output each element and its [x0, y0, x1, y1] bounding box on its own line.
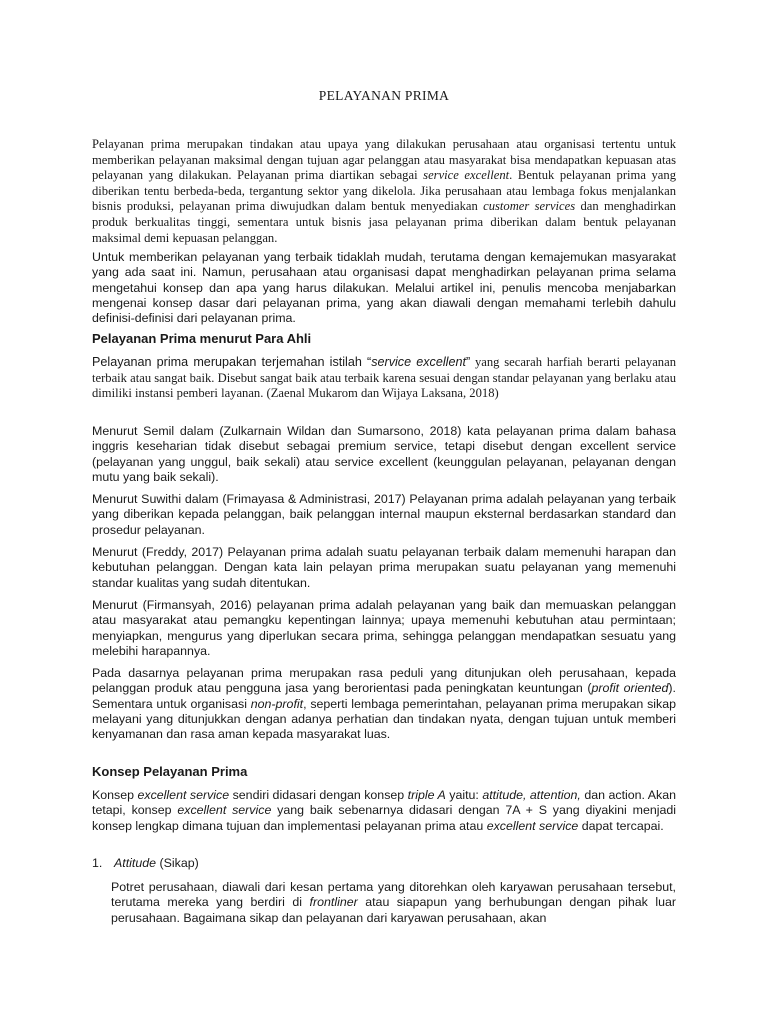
text-run: dan menghadirkan produk berkualitas tinggi, sementara untuk bisnis jasa pelayanan prima diberikan dalam bentuk pelayanan maksimal demi kepuasan pelanggan. — [92, 199, 676, 245]
italic-term: excellent service — [486, 818, 579, 833]
text-run: Untuk memberikan pelayanan yang terbaik tidaklah mudah, terutama dengan kemajemukan masyarakat yang ada saat ini. Namun, perusahaan atau organisasi dapat menghadirkan pelayanan prima selama mengetahui konsep dan apa yang harus dilakukan. Melalui artikel ini, penulis mencoba menjabarkan mengenai konsep dasar dari pelayanan prima, yang akan diawali dengan memahami terlebih dahulu definisi-definisi dari pelayanan prima. — [92, 250, 676, 326]
text-run: Pelayanan prima merupakan tindakan atau upaya yang dilakukan perusahaan atau organisasi tertentu untuk memberikan pelayanan maksimal dengan tujuan agar pelanggan atau masyarakat bisa mendapatkan kepuasan atas pelayanan yang dilakukan. Pelayanan prima diartikan sebagai — [92, 137, 676, 183]
document-title: PELAYANAN PRIMA — [318, 88, 450, 103]
list-item-attitude — [92, 856, 199, 870]
text-run: ). Sementara untuk organisasi — [92, 681, 676, 711]
text-run: Menurut (Firmansyah, 2016) pelayanan prima adalah pelayanan yang baik dan memuaskan pelanggan atau masyarakat atau pemangku kepentingan lainnya; upaya memenuhi kebutuhan atau permintaan; menyiapkan, mengurus yang diperlukan secara prima, sehingga pelanggan mendapatkan sesuatu yang melebihi harapannya. — [92, 598, 676, 658]
text-run: Pada dasarnya pelayanan prima merupakan rasa peduli yang ditunjukan oleh perusahaan, kepada pelanggan produk atau pengguna jasa yang berorientasi pada peningkatan keuntungan ( — [92, 666, 676, 696]
text-run: yaitu: — [445, 788, 483, 802]
paragraph-2 — [92, 250, 676, 326]
italic-term: triple A — [407, 788, 446, 802]
text-run: dapat tercapai. — [578, 818, 664, 833]
text-run: atau siapapun yang berhubungan dengan pihak luar perusahaan. Bagaimana sikap dan pelayanan dari karyawan perusahaan, akan — [111, 895, 677, 925]
text-run: . Bentuk pelayanan prima yang diberikan tentu berbeda-beda, tergantung sektor yang dikelola. Jika perusahaan atau lembaga fokus menjalankan bisnis produksi, pelayanan prima diwujudkan dalam bentuk menyediakan — [92, 168, 676, 214]
italic-term: frontliner — [309, 895, 358, 910]
text-run: yang secarah harfiah berarti pelayanan terbaik atau sangat baik. Disebut sangat baik atau terbaik karena sesuai dengan standar pelayanan yang berlaku atau dimiliki instansi pemberi layanan. (Zaenal Mukarom dan Wijaya Laksana, 2018) — [92, 355, 676, 401]
text-run: yang baik sebenarnya didasari dengan 7A + S yang diyakini menjadi konsep lengkap dimana tujuan dan implementasi pelayanan prima atau — [92, 803, 677, 833]
paragraph-8 — [92, 666, 676, 742]
heading-konsep-pelayanan-prima: Konsep Pelayanan Prima — [92, 764, 248, 779]
text-run: Konsep — [92, 788, 138, 802]
italic-term: non-profit — [250, 696, 304, 711]
text-run: dan action. Akan tetapi, konsep — [92, 788, 677, 818]
paragraph-3 — [92, 355, 676, 402]
text-run: Pelayanan prima merupakan terjemahan istilah “ — [92, 355, 372, 369]
text-run: sendiri didasari dengan konsep — [229, 788, 408, 802]
text-run: Potret perusahaan, diawali dari kesan pertama yang ditorehkan oleh karyawan perusahaan tersebut, terutama mereka yang berdiri di — [111, 880, 676, 910]
paragraph-7 — [92, 598, 676, 659]
paragraph-3-lead — [92, 355, 470, 369]
italic-term: attitude, attention, — [482, 788, 581, 802]
paragraph-intro — [92, 137, 676, 246]
text-run: Menurut (Freddy, 2017) Pelayanan prima adalah suatu pelayanan terbaik dalam memenuhi harapan dan kebutuhan pelanggan. Dengan kata lain pelayan prima merupakan suatu pelayanan yang memenuhi standar kualitas yang sudah ditentukan. — [92, 545, 676, 590]
paragraph-4 — [92, 424, 676, 485]
italic-term: customer services — [483, 199, 576, 214]
list-term-rest: (Sikap) — [156, 856, 199, 870]
italic-term: service excellent — [371, 355, 466, 369]
paragraph-9 — [92, 788, 676, 834]
text-run: Menurut Semil dalam (Zulkarnain Wildan dan Sumarsono, 2018) kata pelayanan prima dalam bahasa inggris keseharian tidak disebut sebagai premium service, tetapi disebut dengan excellent service (pelayanan yang unggul, baik sekali) atau service excellent (keunggulan pelayanan, pelayanan dengan mutu yang baik sekali). — [92, 424, 676, 484]
italic-term: excellent service — [177, 803, 272, 818]
paragraph-6 — [92, 545, 676, 591]
text-run: , seperti lembaga pemerintahan, pelayanan prima merupakan sikap melayani yang ditunjukkan dengan adanya perhatian dan tindakan nyata, dengan tujuan untuk memberi kenyamanan dan rasa aman kepada masyarakat luas. — [92, 696, 676, 742]
italic-term: service excellent — [423, 168, 510, 183]
italic-term: excellent service — [137, 788, 230, 802]
text-run: Menurut Suwithi dalam (Frimayasa & Administrasi, 2017) Pelayanan prima adalah pelayanan yang terbaik yang diberikan kepada pelanggan, baik pelanggan internal maupun eksternal berdasarkan standard dan prosedur pelayanan. — [92, 492, 676, 537]
paragraph-10 — [111, 880, 676, 926]
heading-pelayanan-prima-menurut-para-ahli: Pelayanan Prima menurut Para Ahli — [92, 331, 312, 346]
list-number: 1. — [92, 856, 103, 870]
paragraph-5 — [92, 492, 676, 538]
text-run: ” — [465, 355, 471, 369]
italic-term: profit oriented — [591, 681, 669, 696]
list-term: Attitude — [114, 856, 157, 870]
